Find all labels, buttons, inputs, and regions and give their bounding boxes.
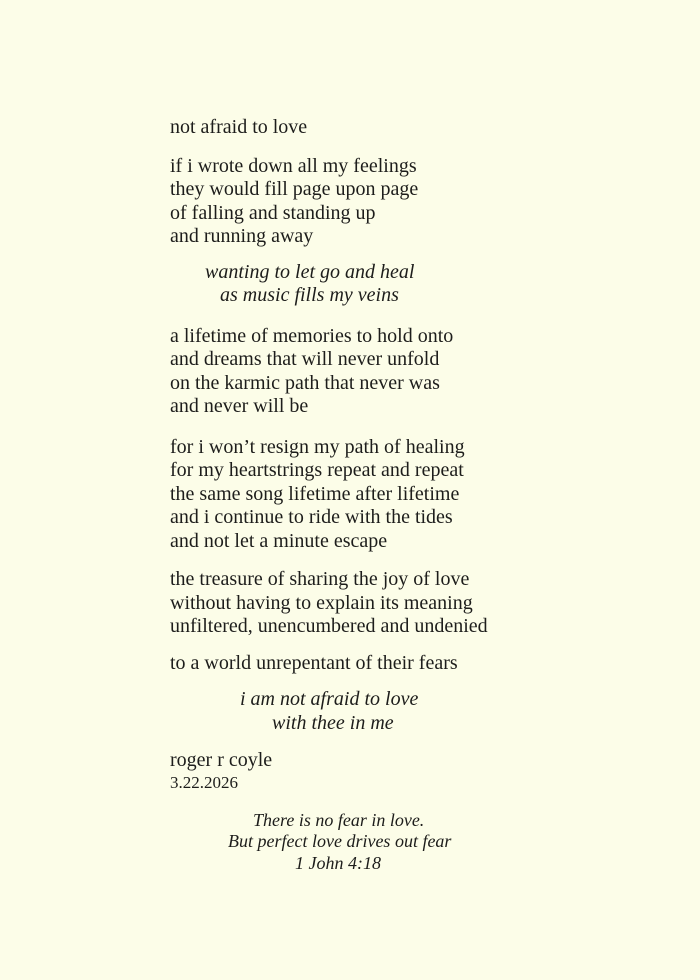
stanza-7 <box>170 688 700 735</box>
scripture-line: There is no fear in love. <box>253 809 425 830</box>
stanza-5 <box>170 568 700 639</box>
poem-line: i am not afraid to love <box>240 688 419 710</box>
poem-line: without having to explain its meaning <box>170 591 473 614</box>
scripture-reference: 1 John 4:18 <box>295 852 381 873</box>
poem-line: to a world unrepentant of their fears <box>170 651 458 674</box>
poem-line: the same song lifetime after lifetime <box>170 482 460 505</box>
poem-line: unfiltered, unencumbered and undenied <box>170 615 488 637</box>
poem-line: and never will be <box>170 395 309 417</box>
stanza-3 <box>170 325 700 419</box>
poem-line: they would fill page upon page <box>170 178 419 200</box>
stanza-2 <box>170 261 700 308</box>
poem-line: for my heartstrings repeat and repeat <box>170 459 464 481</box>
author-name: roger r coyle <box>170 749 273 771</box>
poem-line: as music fills my veins <box>220 284 399 306</box>
poem-line: of falling and standing up <box>170 201 376 224</box>
poem-line: and i continue to ride with the tides <box>170 506 453 528</box>
poem-line: the treasure of sharing the joy of love <box>170 568 470 590</box>
stanza-1 <box>170 155 700 249</box>
stanza-6 <box>170 652 700 676</box>
poem-line: on the karmic path that never was <box>170 371 440 394</box>
poem-line: if i wrote down all my feelings <box>170 154 417 177</box>
poem-line: and running away <box>170 225 314 247</box>
poem-line: and dreams that will never unfold <box>170 348 440 370</box>
poem-line: and not let a minute escape <box>170 529 388 552</box>
poem-line: with thee in me <box>272 711 394 734</box>
poem-title: not afraid to love <box>170 116 308 138</box>
scripture-quote <box>170 810 700 875</box>
poem-line: wanting to let go and heal <box>205 260 415 283</box>
stanza-4 <box>170 436 700 554</box>
poem-line: for i won’t resign my path of healing <box>170 435 465 458</box>
poem-date: 3.22.2026 <box>170 772 238 792</box>
poem-line: a lifetime of memories to hold onto <box>170 324 454 347</box>
scripture-line: But perfect love drives out fear <box>228 831 452 851</box>
